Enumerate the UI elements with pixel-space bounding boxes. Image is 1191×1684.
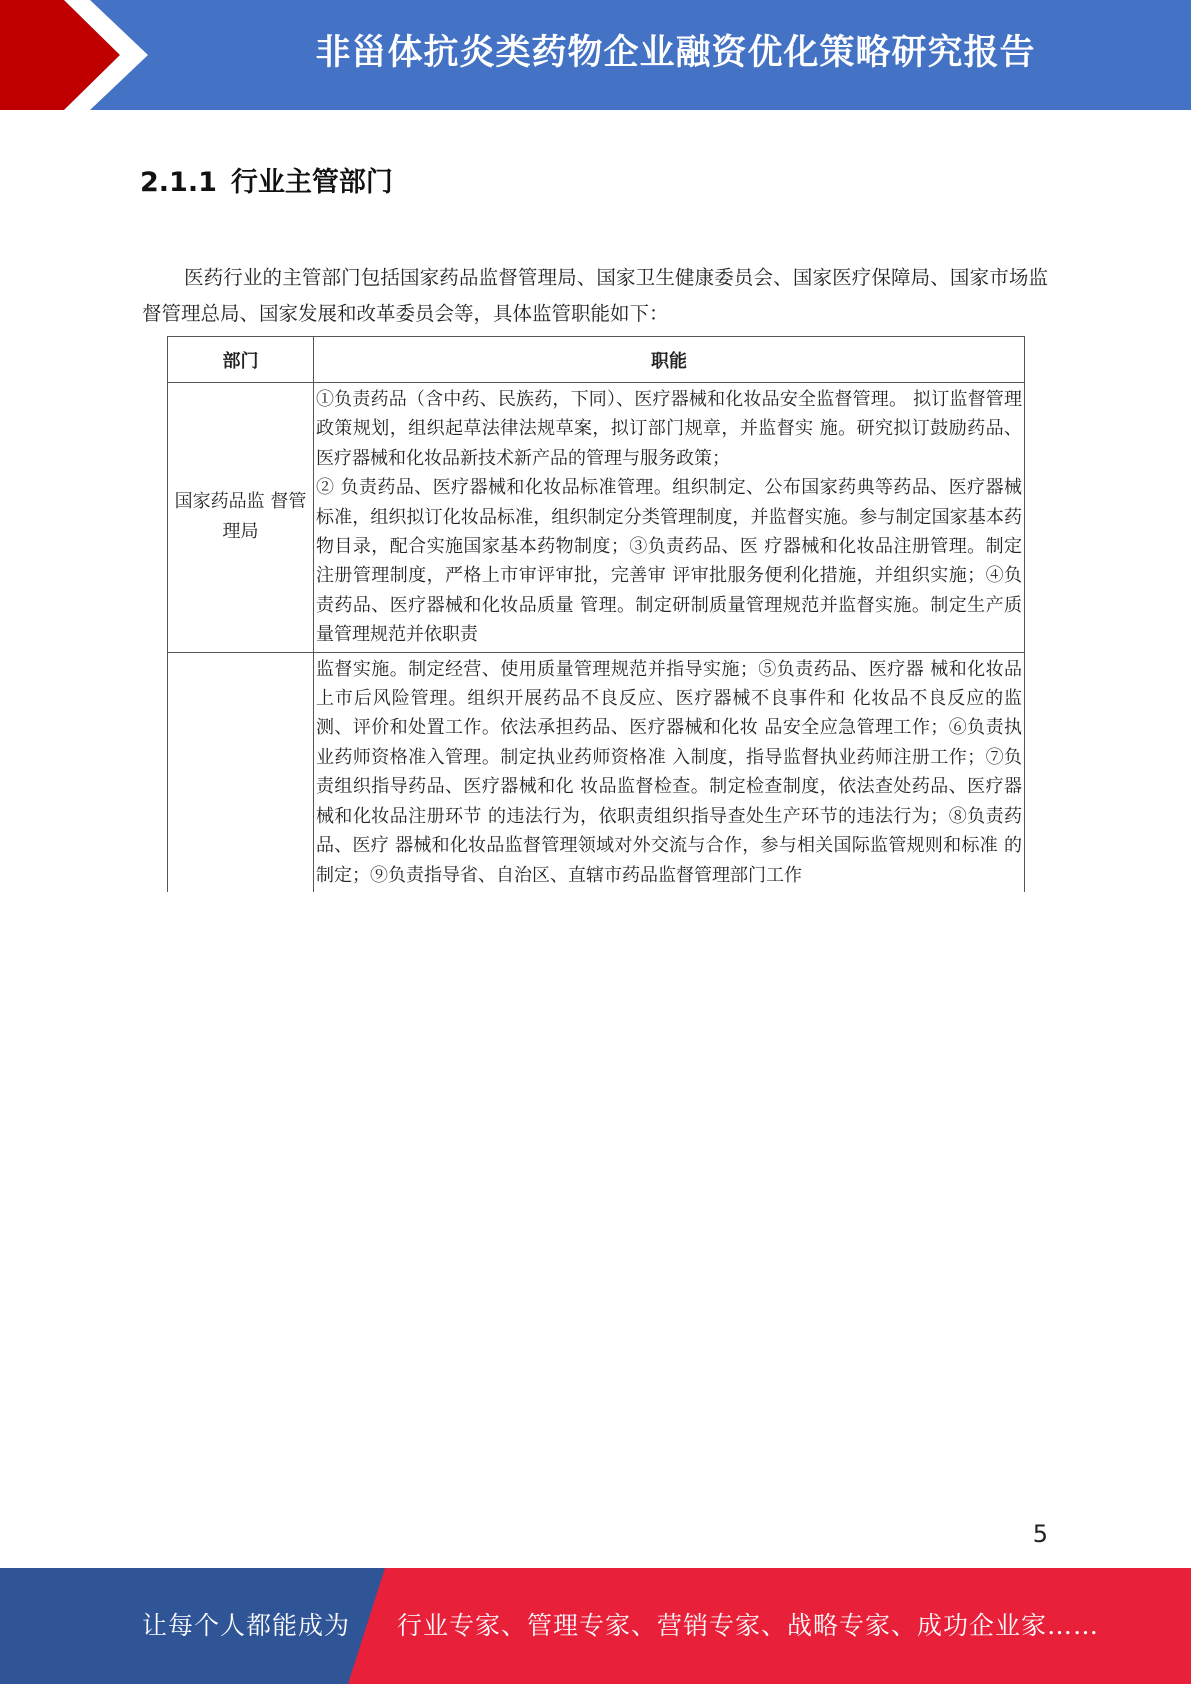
footer-slogan-left: 让每个人都能成为 (142, 1611, 351, 1640)
duties-text: ①负责药品（含中药、民族药，下同）、医疗器械和化妆品安全监督管理。 拟订监督管理政策规划，组织起草法律法规草案，拟订部门规章，并监督实 施。研究拟订鼓励药品、医疗器械和化妆品新技术新产品的管理与服务政策； (316, 389, 1022, 469)
table-row (168, 383, 1025, 653)
department-cell: 国家药品监 督管理局 (168, 383, 314, 653)
table-header-row (168, 337, 1025, 383)
page-number: 5 (1032, 1520, 1048, 1548)
footer-slogan-right: 行业专家、管理专家、营销专家、战略专家、成功企业家…… (397, 1611, 1100, 1640)
header-arrow-decoration (0, 0, 160, 110)
page-header (0, 0, 1191, 110)
page-footer (0, 1568, 1191, 1684)
duties-cell (314, 652, 1025, 892)
section-title: 行业主管部门 (230, 167, 393, 198)
report-title: 非甾体抗炎类药物企业融资优化策略研究报告 (315, 33, 1036, 73)
section-heading (140, 160, 393, 199)
duties-text: ② 负责药品、医疗器械和化妆品标准管理。组织制定、公布国家药典等药品、医疗器械标准，组织拟订化妆品标准，组织制定分类管理制度，并监督实施。参与制定国家基本药物目录，配合实施国家基本药物制度；③负责药品、医 疗器械和化妆品注册管理。制定注册管理制度，严格上市审评审批，完善审 评审批服务便利化措施，并组织实施；④负责药品、医疗器械和化妆品质量 管理。制定研制质量管理规范并监督实施。制定生产质量管理规范并依职责 (316, 477, 1022, 646)
department-cell (168, 652, 314, 892)
column-header-duties: 职能 (314, 337, 1025, 383)
column-header-department: 部门 (168, 337, 314, 383)
intro-paragraph: 医药行业的主管部门包括国家药品监督管理局、国家卫生健康委员会、国家医疗保障局、国家市场监督管理总局、国家发展和改革委员会等，具体监管职能如下： (142, 265, 1048, 325)
department-duties-table (167, 336, 1025, 892)
section-number: 2.1.1 (140, 167, 217, 198)
table-row (168, 652, 1025, 892)
duties-cell (314, 383, 1025, 653)
duties-text: 监督实施。制定经营、使用质量管理规范并指导实施；⑤负责药品、医疗器 械和化妆品上市后风险管理。组织开展药品不良反应、医疗器械不良事件和 化妆品不良反应的监测、评价和处置工作。依法承担药品、医疗器械和化妆 品安全应急管理工作；⑥负责执业药师资格准入管理。制定执业药师资格准 入制度，指导监督执业药师注册工作；⑦负责组织指导药品、医疗器械和化 妆品监督检查。制定检查制度，依法查处药品、医疗器械和化妆品注册环节 的违法行为，依职责组织指导查处生产环节的违法行为；⑧负责药品、医疗 器械和化妆品监督管理领域对外交流与合作，参与相关国际监管规则和标准 的制定；⑨负责指导省、自治区、直辖市药品监督管理部门工作 (316, 658, 1022, 886)
